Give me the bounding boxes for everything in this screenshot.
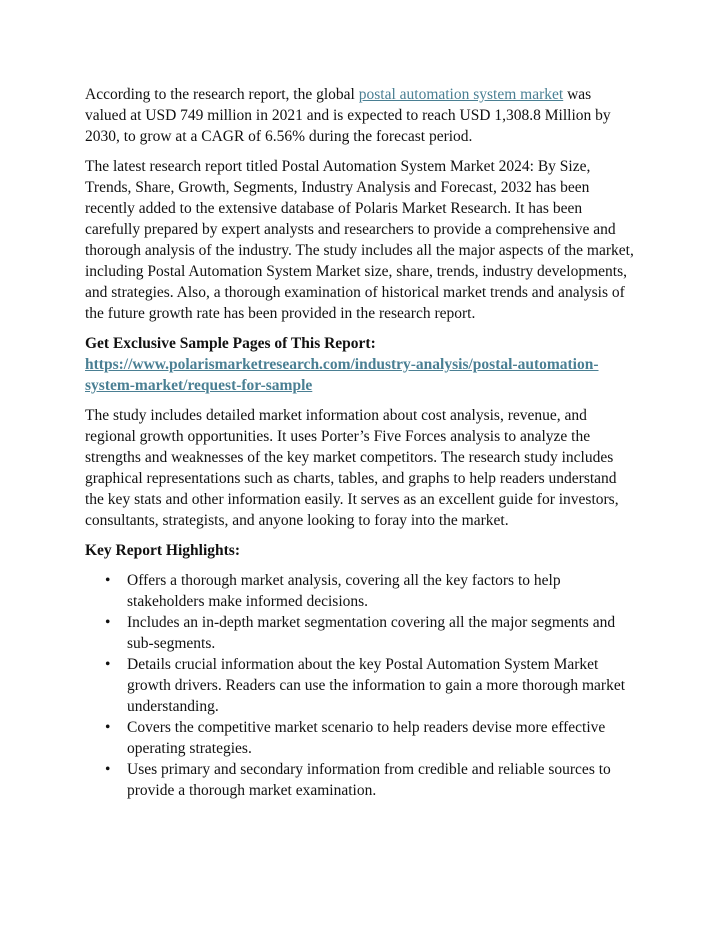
report-description-paragraph: The latest research report titled Postal Automation System Market 2024: By Size, Trends, Share, Growth, Segments, Industry Analysis and Forecast, 2032 has been recently added to the extensive database of Polaris Market Research. It has been carefully prepared by expert analysts and researchers to provide a comprehensive and thorough analysis of the industry. The study includes all the major aspects of the market, including Postal Automation System Market size, share, trends, industry developments, and strategies. Also, a thorough examination of historical market trends and analysis of the future growth rate has been provided in the research report. (85, 158, 634, 322)
intro-text-after-link: was valued at USD 749 million in 2021 and is expected to reach USD 1,308.8 Million by 2030, to grow at a CAGR of 6.56% during the forecast period. (85, 86, 611, 145)
sample-request-link[interactable]: https://www.polarismarketresearch.com/industry-analysis/postal-automation-system-market/request-for-sample (85, 356, 599, 394)
sample-request-label: Get Exclusive Sample Pages of This Report: (85, 335, 376, 352)
intro-text-before-link: According to the research report, the global (85, 86, 359, 103)
highlights-heading: Key Report Highlights: (85, 542, 240, 559)
intro-paragraph (85, 84, 636, 147)
list-item (85, 717, 636, 759)
list-item (85, 612, 636, 654)
list-item-text: Includes an in-depth market segmentation covering all the major segments and sub-segments. (127, 614, 616, 652)
bullet-icon: • (105, 656, 111, 673)
study-details-paragraph: The study includes detailed market information about cost analysis, revenue, and regional growth opportunities. It uses Porter’s Five Forces analysis to analyze the strengths and weaknesses of the key market competitors. The research study includes graphical representations such as charts, tables, and graphs to help readers understand the key stats and other information easily. It serves as an excellent guide for investors, consultants, strategists, and anyone looking to foray into the market. (85, 407, 619, 529)
list-item (85, 654, 636, 717)
list-item-text: Covers the competitive market scenario to help readers devise more effective operating strategies. (127, 719, 606, 757)
bullet-icon: • (105, 572, 111, 589)
bullet-icon: • (105, 614, 111, 631)
list-item (85, 759, 636, 801)
list-item (85, 570, 636, 612)
list-item-text: Uses primary and secondary information from credible and reliable sources to provide a thorough market examination. (127, 761, 611, 799)
market-report-link[interactable]: postal automation system market (358, 86, 564, 103)
highlights-list (85, 570, 636, 801)
bullet-icon: • (105, 719, 111, 736)
sample-request-block (85, 333, 636, 396)
bullet-icon: • (105, 761, 111, 778)
list-item-text: Details crucial information about the key Postal Automation System Market growth drivers. Readers can use the information to gain a more thorough market understanding. (127, 656, 626, 715)
list-item-text: Offers a thorough market analysis, covering all the key factors to help stakeholders make informed decisions. (127, 572, 561, 610)
